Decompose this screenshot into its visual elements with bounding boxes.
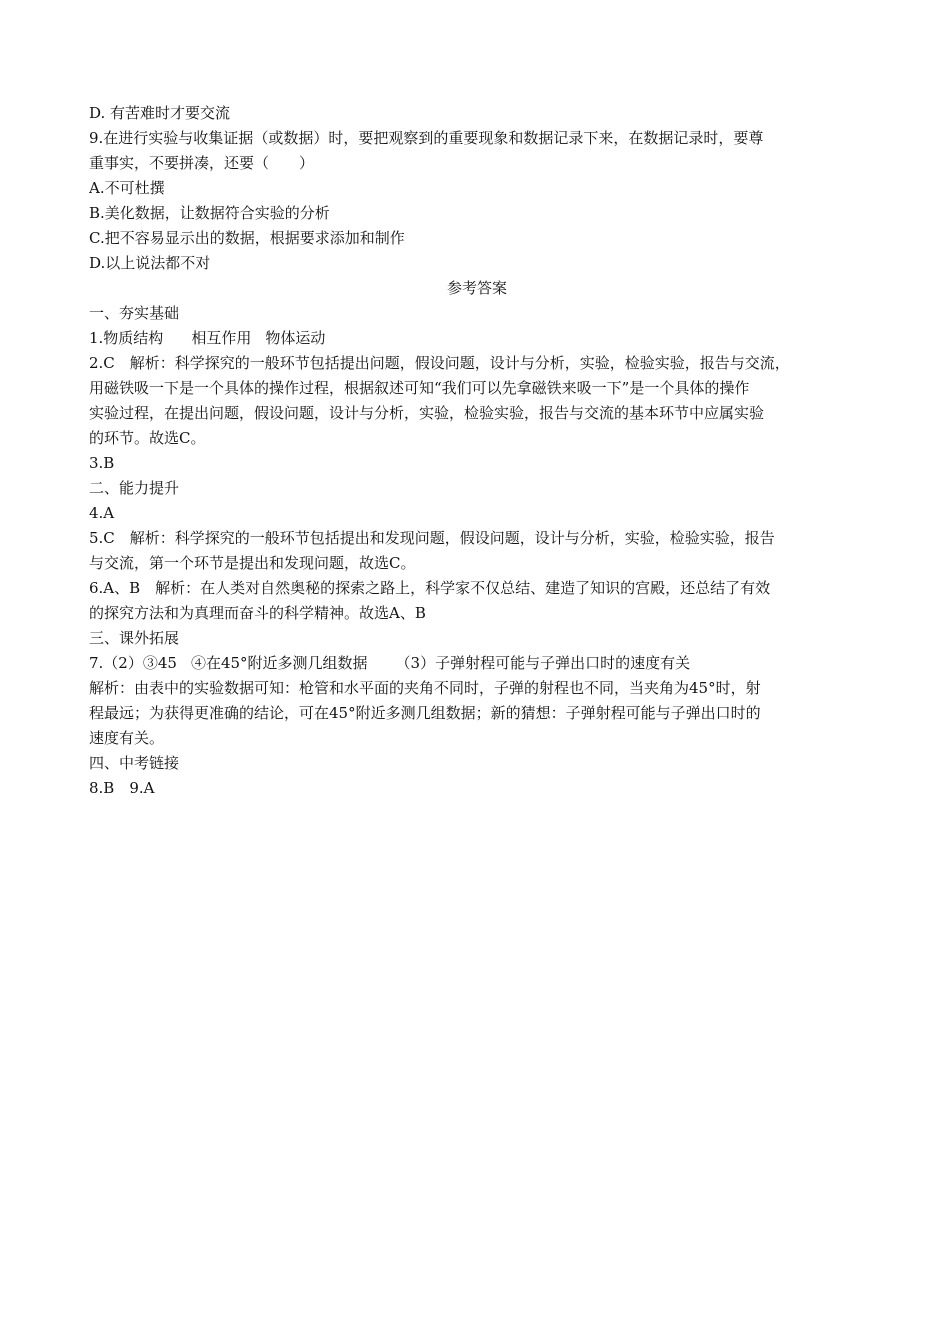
- answer-6-line1: 6.A、B 解析：在人类对自然奥秘的探索之路上，科学家不仅总结、建造了知识的宫殿，还总结了有效: [89, 579, 771, 597]
- answer-8-9: 8.B 9.A: [89, 779, 155, 797]
- answer-1-part1: 1.物质结构: [89, 329, 164, 347]
- answer-2-line2: 用磁铁吸一下是一个具体的操作过程，根据叙述可知“我们可以先拿磁铁来吸一下”是一个具体的操作: [89, 379, 750, 397]
- answer-6-line2: 的探究方法和为真理而奋斗的科学精神。故选A、B: [89, 604, 426, 622]
- question9-stem-line2: 重事实，不要拼凑，还要（ ）: [89, 154, 315, 172]
- answer-4: 4.A: [89, 504, 115, 522]
- answer-7: [89, 651, 865, 676]
- question9-stem-line1: 9.在进行实验与收集证据（或数据）时，要把观察到的重要现象和数据记录下来，在数据记录时，要尊: [89, 129, 764, 147]
- section-heading-1: 一、夯实基础: [89, 304, 180, 322]
- question9-option-b: B.美化数据，让数据符合实验的分析: [89, 204, 330, 222]
- answer-7-part1: 7.（2）③45: [89, 654, 177, 672]
- answer-7-part3: （3）子弹射程可能与子弹出口时的速度有关: [395, 654, 691, 672]
- question9-option-c: C.把不容易显示出的数据，根据要求添加和制作: [89, 229, 405, 247]
- answers-title: 参考答案: [446, 279, 507, 297]
- answer-3: 3.B: [89, 454, 115, 472]
- answer-7-explanation-line3: 速度有关。: [89, 729, 165, 747]
- section-heading-3: 三、课外拓展: [89, 629, 180, 647]
- answer-1-part2: 相互作用: [191, 329, 252, 347]
- answer-2-line4: 的环节。故选C。: [89, 429, 206, 447]
- answer-7-part2: ④在45°附近多测几组数据: [190, 654, 368, 672]
- answer-1-part3: 物体运动: [265, 329, 326, 347]
- question9-option-d: D.以上说法都不对: [89, 254, 211, 272]
- answer-7-explanation-line2: 程最远；为获得更准确的结论，可在45°附近多测几组数据；新的猜想：子弹射程可能与子弹出口时的: [89, 704, 761, 722]
- answer-2-line1: 2.C 解析：科学探究的一般环节包括提出问题，假设问题，设计与分析，实验，检验实验，报告与交流，: [89, 354, 790, 372]
- answer-1: [89, 326, 865, 351]
- question8-option-d: D. 有苦难时才要交流: [89, 104, 231, 122]
- section-heading-2: 二、能力提升: [89, 479, 180, 497]
- answer-5-line2: 与交流，第一个环节是提出和发现问题，故选C。: [89, 554, 416, 572]
- document-page: [89, 101, 865, 801]
- question9-option-a: A.不可杜撰: [89, 179, 165, 197]
- answer-7-explanation-line1: 解析：由表中的实验数据可知：枪管和水平面的夹角不同时，子弹的射程也不同，当夹角为45°时，射: [89, 679, 761, 697]
- section-heading-4: 四、中考链接: [89, 754, 180, 772]
- answer-2-line3: 实验过程，在提出问题，假设问题，设计与分析，实验，检验实验，报告与交流的基本环节中应属实验: [89, 404, 765, 422]
- answer-5-line1: 5.C 解析：科学探究的一般环节包括提出和发现问题，假设问题，设计与分析，实验，检验实验，报告: [89, 529, 775, 547]
